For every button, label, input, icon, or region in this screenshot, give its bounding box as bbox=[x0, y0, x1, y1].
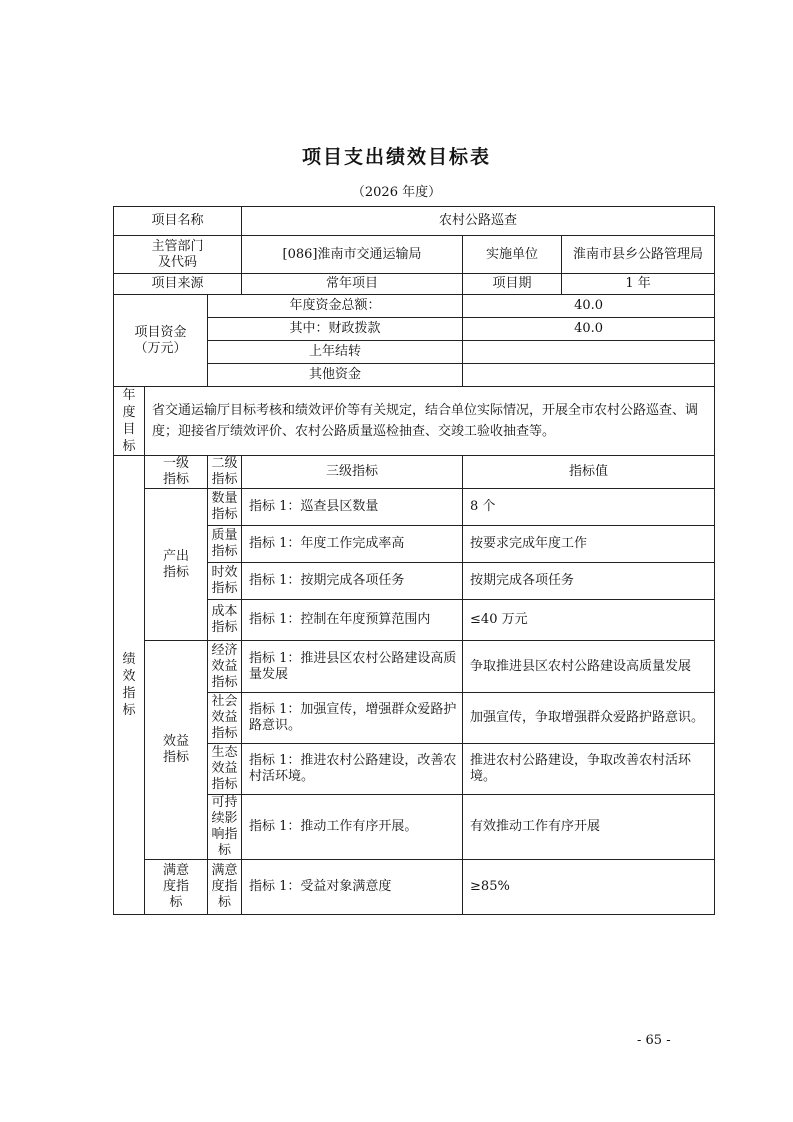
funds-total-row bbox=[114, 295, 715, 318]
indicator-value: 争取推进县区农村公路建设高质量发展 bbox=[463, 641, 715, 693]
header-value: 指标值 bbox=[463, 456, 715, 489]
indicator-value: 按要求完成年度工作 bbox=[463, 526, 715, 563]
indicator-value: ≥85% bbox=[463, 860, 715, 915]
indicator-level2: 数量 指标 bbox=[208, 489, 242, 526]
satisfaction-indicators-label: 满意 度指 标 bbox=[145, 860, 208, 915]
performance-goal-table bbox=[113, 206, 715, 915]
indicator-header-row bbox=[114, 456, 715, 489]
fiscal-allocation-value: 40.0 bbox=[463, 318, 715, 341]
indicator-value: 8 个 bbox=[463, 489, 715, 526]
indicator-value: ≤40 万元 bbox=[463, 600, 715, 641]
indicator-level3: 指标 1：加强宣传，增强群众爱路护路意识。 bbox=[242, 693, 463, 744]
header-level2: 二级 指标 bbox=[208, 456, 242, 489]
project-name-row bbox=[114, 207, 715, 236]
annual-total-label: 年度资金总额： bbox=[208, 295, 463, 318]
indicator-level2: 时效 指标 bbox=[208, 563, 242, 600]
header-level3: 三级指标 bbox=[242, 456, 463, 489]
page-number: - 65 - bbox=[637, 1033, 671, 1048]
indicator-level3: 指标 1：巡查县区数量 bbox=[242, 489, 463, 526]
output-indicators-label: 产出 指标 bbox=[145, 489, 208, 641]
annual-goal-text: 省交通运输厅目标考核和绩效评价等有关规定，结合单位实际情况，开展全市农村公路巡查、调度；迎接省厅绩效评价、农村公路质量巡检抽查、交竣工验收抽查等。 bbox=[145, 387, 715, 456]
indicator-value: 推进农村公路建设，争取改善农村活环境。 bbox=[463, 744, 715, 795]
project-funds-label: 项目资金 （万元） bbox=[114, 295, 208, 387]
indicator-level3: 指标 1：推动工作有序开展。 bbox=[242, 795, 463, 860]
annual-goal-label: 年 度 目 标 bbox=[114, 387, 145, 456]
project-source-label: 项目来源 bbox=[114, 274, 242, 295]
indicator-level2: 满意 度指 标 bbox=[208, 860, 242, 915]
project-period-value: 1 年 bbox=[562, 274, 715, 295]
project-source-value: 常年项目 bbox=[242, 274, 463, 295]
page-title: 项目支出绩效目标表 bbox=[301, 146, 491, 168]
annual-goal-row bbox=[114, 387, 715, 456]
department-row bbox=[114, 236, 715, 274]
other-funds-label: 其他资金 bbox=[208, 364, 463, 387]
indicator-level3: 指标 1：年度工作完成率高 bbox=[242, 526, 463, 563]
project-name-label: 项目名称 bbox=[114, 207, 242, 236]
indicator-value: 加强宣传，争取增强群众爱路护路意识。 bbox=[463, 693, 715, 744]
indicator-level2: 社会 效益 指标 bbox=[208, 693, 242, 744]
indicator-level3: 指标 1：受益对象满意度 bbox=[242, 860, 463, 915]
indicator-level3: 指标 1：控制在年度预算范围内 bbox=[242, 600, 463, 641]
header-level1: 一级 指标 bbox=[145, 456, 208, 489]
budget-year: （2026 年度） bbox=[351, 185, 442, 200]
indicator-level2: 经济 效益 指标 bbox=[208, 641, 242, 693]
indicator-row bbox=[114, 860, 715, 915]
performance-indicators-label: 绩 效 指 标 bbox=[114, 456, 145, 915]
indicator-value: 按期完成各项任务 bbox=[463, 563, 715, 600]
implementing-unit-value: 淮南市县乡公路管理局 bbox=[562, 236, 715, 274]
source-row bbox=[114, 274, 715, 295]
indicator-level3: 指标 1：推进县区农村公路建设高质量发展 bbox=[242, 641, 463, 693]
implementing-unit-label: 实施单位 bbox=[463, 236, 562, 274]
indicator-level2: 质量 指标 bbox=[208, 526, 242, 563]
other-funds-value bbox=[463, 364, 715, 387]
department-value: [086]淮南市交通运输局 bbox=[242, 236, 463, 274]
carryover-label: 上年结转 bbox=[208, 341, 463, 364]
indicator-level2: 成本 指标 bbox=[208, 600, 242, 641]
benefit-indicators-label: 效益 指标 bbox=[145, 641, 208, 860]
indicator-level2: 可持 续影 响指 标 bbox=[208, 795, 242, 860]
project-name-value: 农村公路巡查 bbox=[242, 207, 715, 236]
project-period-label: 项目期 bbox=[463, 274, 562, 295]
fiscal-allocation-label: 其中：财政拨款 bbox=[208, 318, 463, 341]
annual-total-value: 40.0 bbox=[463, 295, 715, 318]
department-label: 主管部门 及代码 bbox=[114, 236, 242, 274]
indicator-level3: 指标 1：按期完成各项任务 bbox=[242, 563, 463, 600]
indicator-row bbox=[114, 489, 715, 526]
indicator-level2: 生态 效益 指标 bbox=[208, 744, 242, 795]
indicator-row bbox=[114, 641, 715, 693]
indicator-value: 有效推动工作有序开展 bbox=[463, 795, 715, 860]
carryover-value bbox=[463, 341, 715, 364]
indicator-level3: 指标 1：推进农村公路建设，改善农村活环境。 bbox=[242, 744, 463, 795]
